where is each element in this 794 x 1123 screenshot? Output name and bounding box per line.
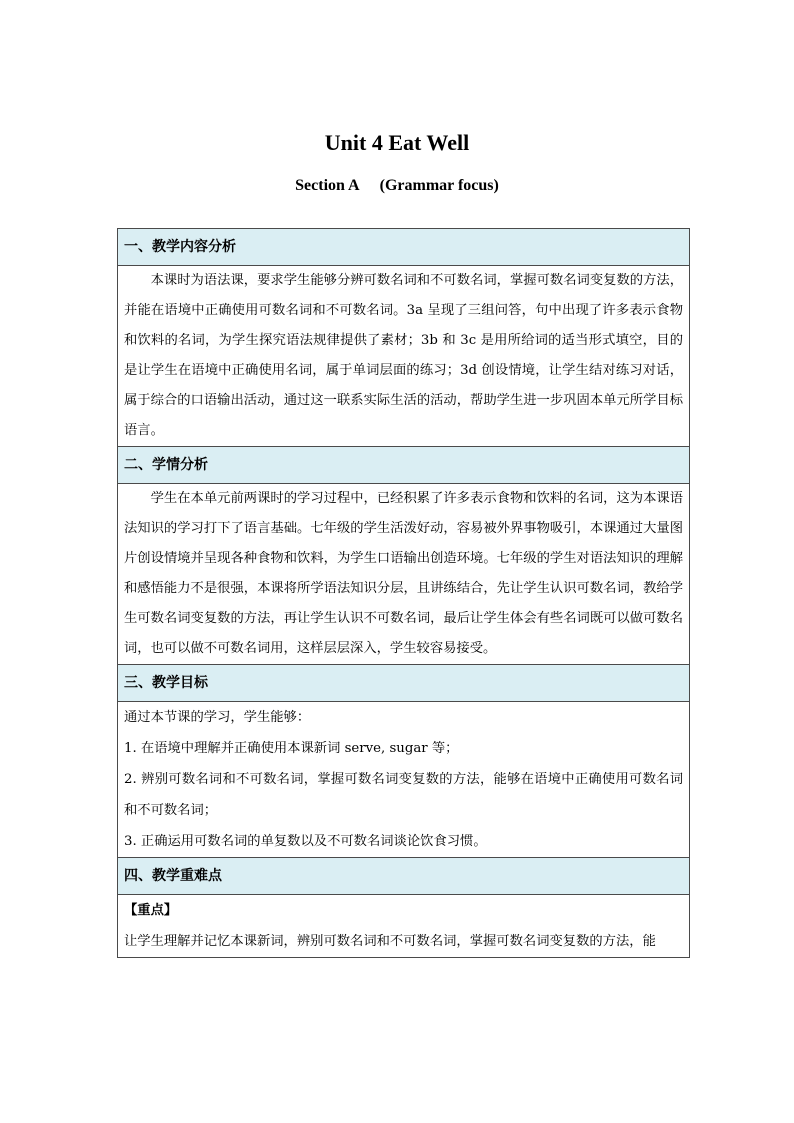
document-title: Unit 4 Eat Well xyxy=(324,130,470,155)
subtitle-topic: (Grammar focus) xyxy=(379,177,499,194)
section-heading-key-points: 四、教学重难点 xyxy=(118,858,690,895)
section-body-content-analysis xyxy=(118,266,690,447)
section-heading-content-analysis: 一、教学内容分析 xyxy=(118,229,690,266)
section-body-row xyxy=(118,484,690,665)
section-heading-objectives: 三、教学目标 xyxy=(118,665,690,702)
section-body-row xyxy=(118,266,690,447)
key-points-label: 【重点】 xyxy=(124,903,178,918)
objectives-intro: 通过本节课的学习，学生能够： xyxy=(124,710,311,725)
section-body-objectives xyxy=(118,702,690,858)
document-subtitle xyxy=(0,175,794,197)
key-points-text: 让学生理解并记忆本课新词，辨别可数名词和不可数名词，掌握可数名词变复数的方法，能 xyxy=(124,934,656,949)
objective-item-3: 3. 正确运用可数名词的单复数以及不可数名词谈论饮食习惯。 xyxy=(124,834,487,849)
section-body-row xyxy=(118,895,690,958)
section-heading-row xyxy=(118,665,690,702)
section-heading-row xyxy=(118,447,690,484)
section-body-row xyxy=(118,702,690,858)
subtitle-section: Section A xyxy=(295,177,360,194)
lesson-plan-table xyxy=(117,228,690,958)
section-body-key-points xyxy=(118,895,690,958)
content-analysis-paragraph: 本课时为语法课，要求学生能够分辨可数名词和不可数名词，掌握可数名词变复数的方法，并能在语境中正确使用可数名词和不可数名词。3a 呈现了三组问答，句中出现了许多表示食物和饮料的名词，为学生探究语法规律提供了素材；3b 和 3c 是用所给词的适当形式填空，目的是让学生在语境中正确使用名词，属于单词层面的练习；3d 创设情境，让学生结对练习对话，属于综合的口语输出活动，通过这一联系实际生活的活动，帮助学生进一步巩固本单元所学目标语言。 xyxy=(124,273,683,438)
section-heading-row xyxy=(118,229,690,266)
section-body-learner-analysis xyxy=(118,484,690,665)
section-heading-row xyxy=(118,858,690,895)
objective-item-1: 1. 在语境中理解并正确使用本课新词 serve, sugar 等； xyxy=(124,741,459,756)
learner-analysis-paragraph: 学生在本单元前两课时的学习过程中，已经积累了许多表示食物和饮料的名词，这为本课语法知识的学习打下了语言基础。七年级的学生活泼好动，容易被外界事物吸引，本课通过大量图片创设情境并呈现各种食物和饮料，为学生口语输出创造环境。七年级的学生对语法知识的理解和感悟能力不是很强，本课将所学语法知识分层，且讲练结合，先让学生认识可数名词，教给学生可数名词变复数的方法，再让学生认识不可数名词，最后让学生体会有些名词既可以做可数名词，也可以做不可数名词用，这样层层深入，学生较容易接受。 xyxy=(124,491,683,656)
objective-item-2: 2. 辨别可数名词和不可数名词，掌握可数名词变复数的方法，能够在语境中正确使用可数名词和不可数名词； xyxy=(124,772,683,818)
section-heading-learner-analysis: 二、学情分析 xyxy=(118,447,690,484)
